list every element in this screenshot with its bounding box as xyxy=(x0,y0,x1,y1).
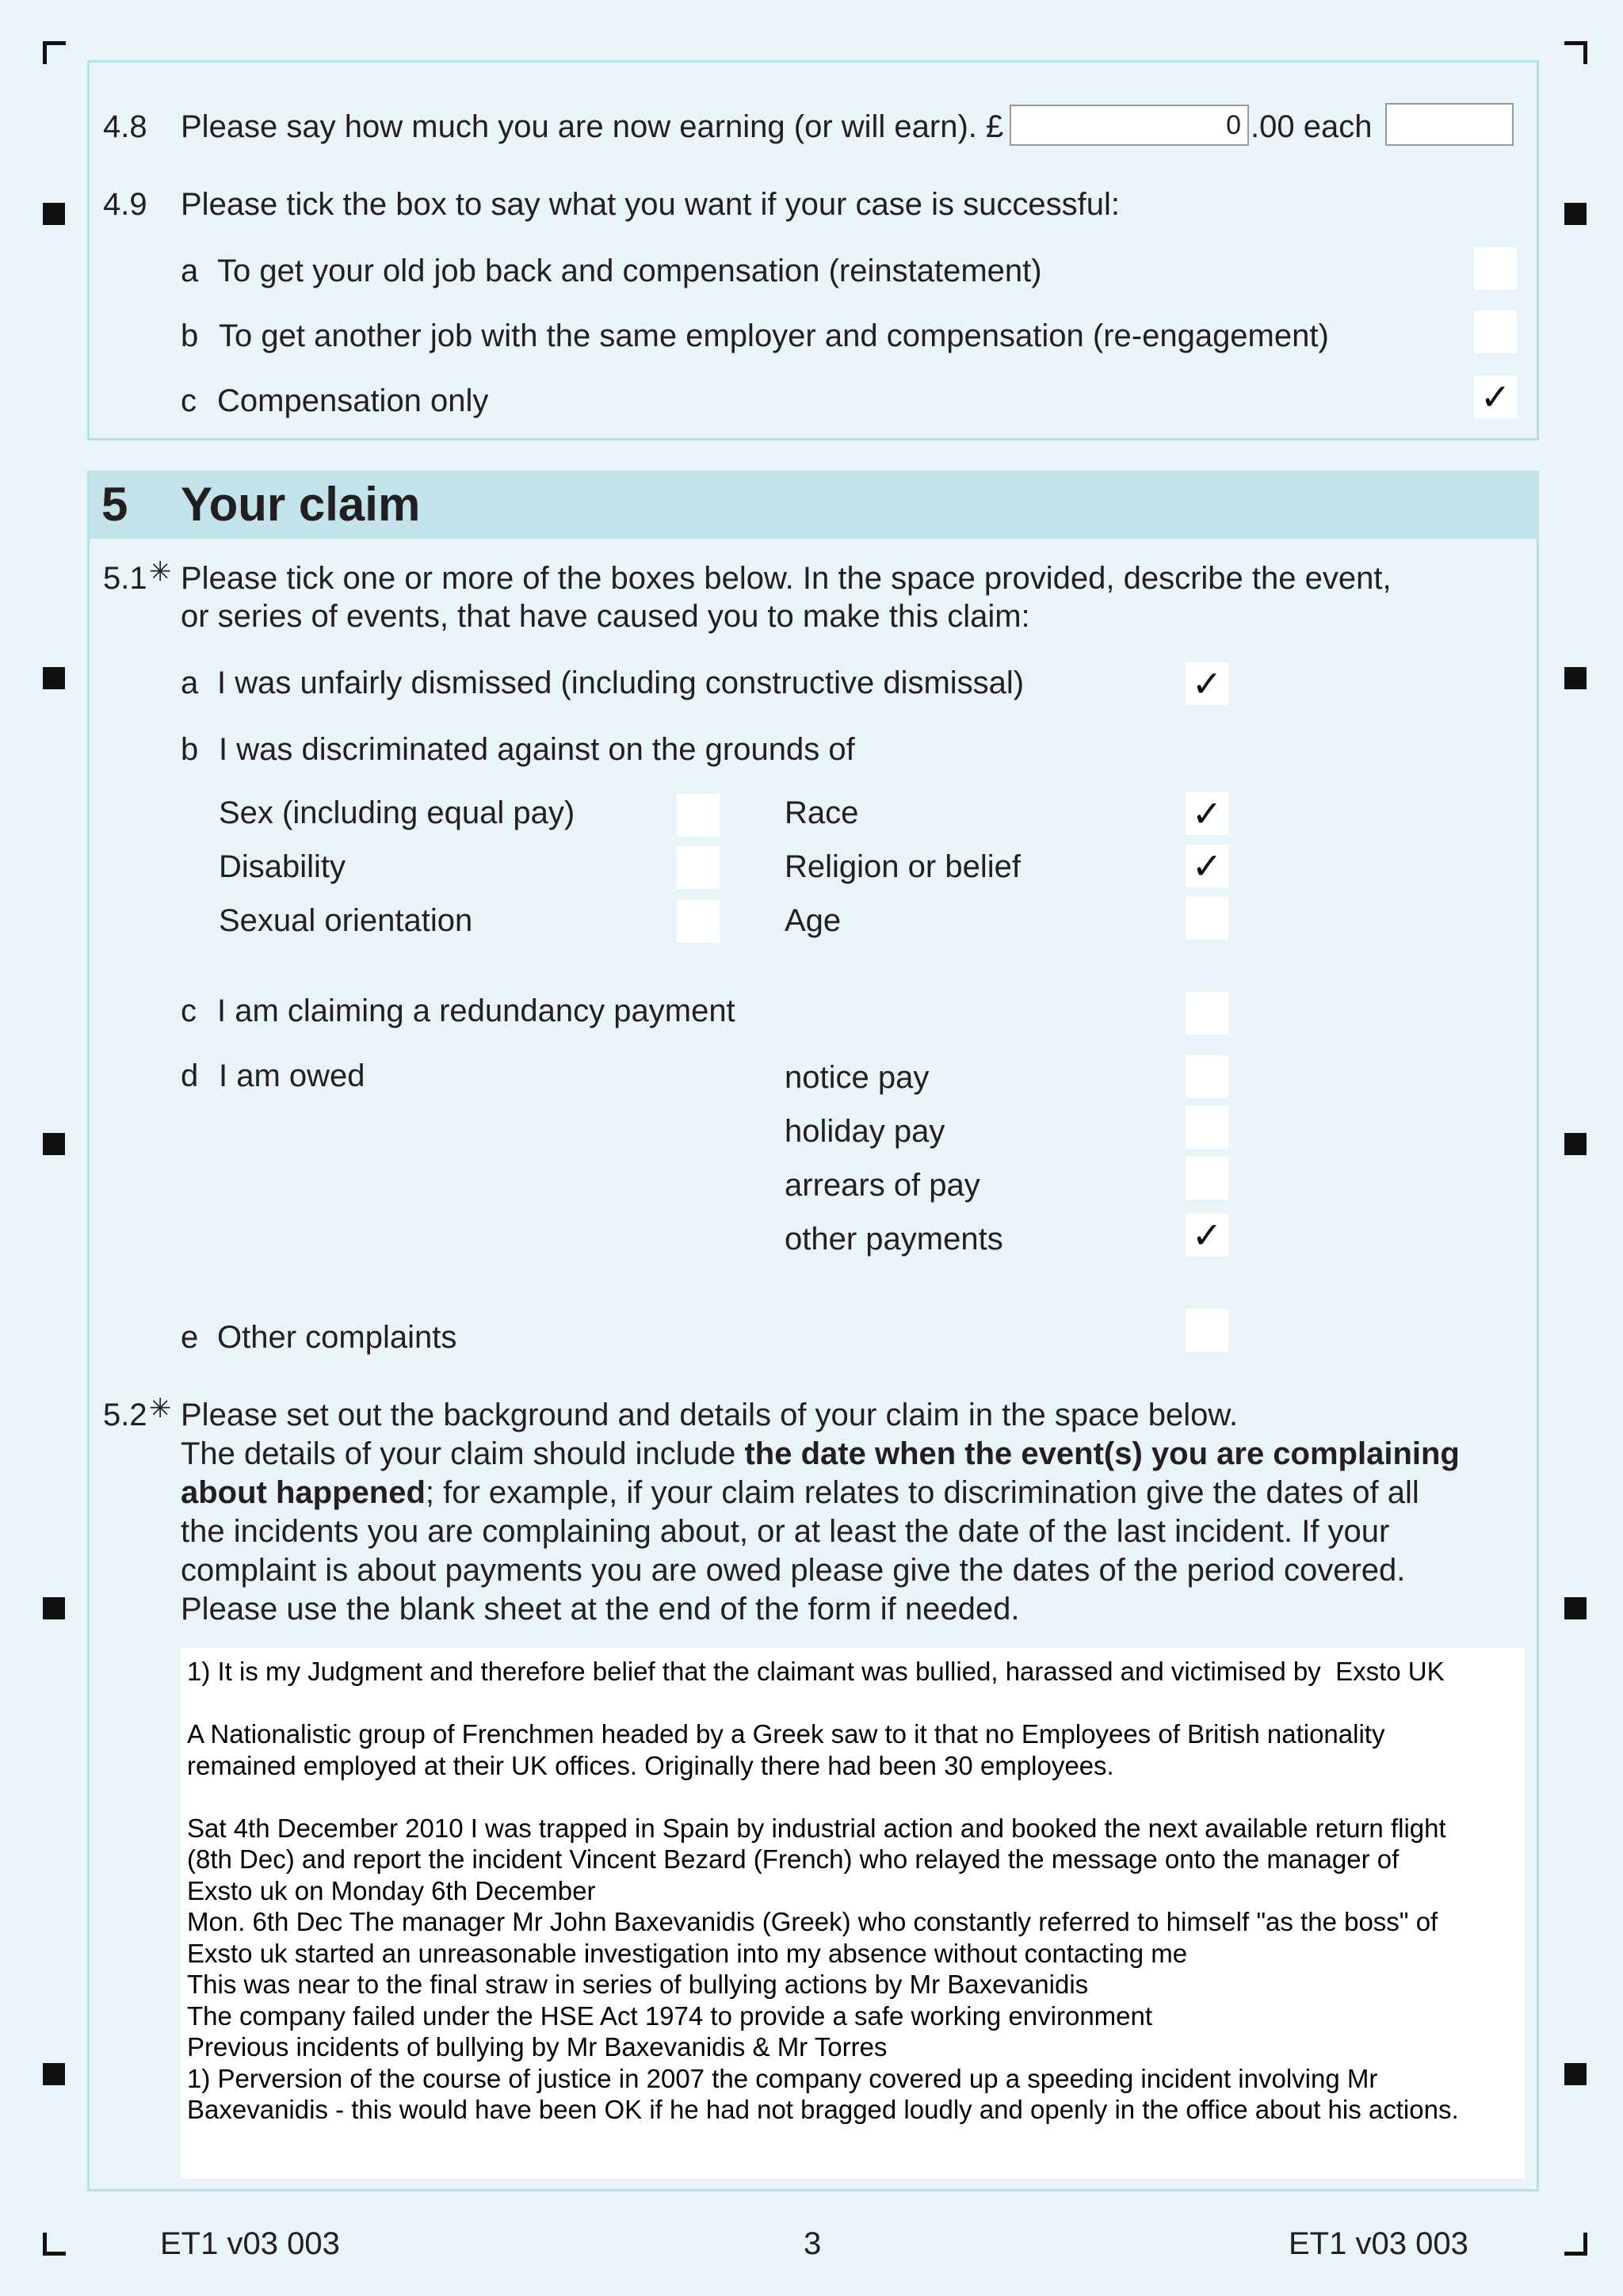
footer-form-code-right: ET1 v03 003 xyxy=(1289,2226,1468,2261)
details-line-3 xyxy=(181,1474,1544,1512)
other-complaints-label: Other complaints xyxy=(217,1320,457,1355)
ground-sex-label: Sex (including equal pay) xyxy=(219,795,575,830)
compensation-only-checkbox[interactable] xyxy=(1474,376,1517,418)
other-payments-checkbox[interactable] xyxy=(1186,1214,1228,1257)
ground-age-checkbox[interactable] xyxy=(1186,897,1228,940)
ground-sexual-orientation-checkbox[interactable] xyxy=(677,900,720,943)
notice-pay-checkbox[interactable] xyxy=(1186,1055,1228,1098)
footer-form-code-left: ET1 v03 003 xyxy=(160,2226,340,2261)
remedy-a-letter: a xyxy=(181,254,199,288)
ground-sex-checkbox[interactable] xyxy=(677,794,720,837)
remedy-b-label: To get another job with the same employer and compensation (re-engagement) xyxy=(219,318,1329,353)
earnings-amount-field[interactable] xyxy=(1010,105,1249,146)
remedy-c-label: Compensation only xyxy=(217,383,489,418)
details-line-2-start: The details of your claim should include xyxy=(181,1436,745,1471)
claim-d-letter: d xyxy=(181,1058,199,1093)
details-line-3-bold: about happened xyxy=(181,1475,426,1510)
details-instructions xyxy=(181,1396,1544,1629)
redundancy-checkbox[interactable] xyxy=(1186,992,1228,1035)
registration-mark xyxy=(43,1597,65,1619)
crop-mark-top-left xyxy=(43,41,66,64)
arrears-of-pay-checkbox[interactable] xyxy=(1186,1157,1228,1199)
earnings-amount-value: 0 xyxy=(1226,110,1241,140)
registration-mark xyxy=(43,1133,65,1155)
claim-instruction-line-1: Please tick one or more of the boxes below. In the space provided, describe the event, xyxy=(181,561,1392,596)
registration-mark xyxy=(43,203,65,225)
ground-religion-label: Religion or belief xyxy=(785,849,1021,884)
crop-mark-top-right xyxy=(1564,41,1587,64)
page-number: 3 xyxy=(804,2226,822,2261)
registration-mark xyxy=(1564,667,1587,689)
required-asterisk: ✳ xyxy=(149,1393,172,1425)
details-line-1: Please set out the background and details of your claim in the space below. xyxy=(181,1398,1239,1432)
ground-disability-checkbox[interactable] xyxy=(677,846,720,889)
details-line-4: the incidents you are complaining about, or at least the date of the last incident. If your xyxy=(181,1514,1390,1549)
claim-b-letter: b xyxy=(181,732,199,767)
owed-label: I am owed xyxy=(219,1058,365,1093)
discrimination-label: I was discriminated against on the grounds of xyxy=(219,732,855,767)
claim-details-text: 1) It is my Judgment and therefore belief that the claimant was bullied, harassed and victimised by Exsto UK A Nationalistic group of Frenchmen headed by a Greek saw to it that no Employees of British nationality remained employed at their UK offices. Originally there had been 30 employees. Sat 4th December 2010 I was trapped in Spain by industrial action and booked the next available return flight (8th Dec) and report the incident Vincent Bezard (French) who relayed the message onto the manager of Exsto uk on Monday 6th December Mon. 6th Dec The manager Mr John Baxevanidis (Greek) who constantly referred to himself "as the boss" of Exsto uk started an unreasonable investigation into my absence without contacting me This was near to the final straw in series of bullying actions by Mr Baxevanidis The company failed under the HSE Act 1974 to provide a safe working environment Previous incidents of bullying by Mr Baxevanidis & Mr Torres 1) Perversion of the course of justice in 2007 the company covered up a speeding incident involving Mr Baxevanidis - this would have been OK if he had not bragged loudly and openly in the office about his actions. xyxy=(187,1657,1459,2124)
ground-disability-label: Disability xyxy=(219,849,346,884)
crop-mark-bottom-left xyxy=(43,2233,66,2256)
re-engagement-checkbox[interactable] xyxy=(1474,311,1517,353)
crop-mark-bottom-right xyxy=(1564,2233,1587,2256)
holiday-pay-checkbox[interactable] xyxy=(1186,1106,1228,1149)
other-complaints-checkbox[interactable] xyxy=(1186,1309,1228,1352)
ground-sexual-orientation-label: Sexual orientation xyxy=(219,903,473,938)
question-number-4-8: 4.8 xyxy=(103,109,147,144)
earnings-question: Please say how much you are now earning (or will earn). £ xyxy=(181,109,1004,144)
question-number-4-9: 4.9 xyxy=(103,187,147,222)
section-number: 5 xyxy=(101,478,128,531)
required-asterisk: ✳ xyxy=(149,556,172,588)
ground-race-label: Race xyxy=(785,795,859,830)
holiday-pay-label: holiday pay xyxy=(785,1114,945,1149)
registration-mark xyxy=(43,667,65,689)
notice-pay-label: notice pay xyxy=(785,1060,930,1095)
claim-c-letter: c xyxy=(181,994,197,1028)
details-line-2 xyxy=(181,1435,1544,1474)
details-line-3-end: ; for example, if your claim relates to discrimination give the dates of all xyxy=(425,1475,1419,1510)
remedy-question: Please tick the box to say what you want if your case is successful: xyxy=(181,187,1120,222)
claim-e-letter: e xyxy=(181,1320,199,1355)
details-line-2-bold: the date when the event(s) you are complaining xyxy=(744,1436,1460,1471)
reinstatement-checkbox[interactable] xyxy=(1474,247,1517,290)
ground-age-label: Age xyxy=(785,903,842,938)
ground-religion-checkbox[interactable] xyxy=(1186,845,1228,887)
unfair-dismissal-checkbox[interactable] xyxy=(1186,662,1228,705)
earnings-period-field[interactable] xyxy=(1385,103,1514,146)
arrears-of-pay-label: arrears of pay xyxy=(785,1168,980,1203)
registration-mark xyxy=(1564,2063,1587,2085)
question-number-5-2: 5.2 xyxy=(103,1398,147,1432)
question-number-5-1: 5.1 xyxy=(103,561,147,596)
remedy-c-letter: c xyxy=(181,383,197,418)
other-payments-label: other payments xyxy=(785,1222,1003,1257)
remedy-a-label: To get your old job back and compensation (reinstatement) xyxy=(217,254,1042,288)
remedy-b-letter: b xyxy=(181,318,199,353)
section-title: Your claim xyxy=(181,478,421,531)
registration-mark xyxy=(1564,1133,1587,1155)
registration-mark xyxy=(1564,1597,1587,1619)
unfair-dismissal-label: I was unfairly dismissed (including constructive dismissal) xyxy=(217,666,1025,700)
ground-race-checkbox[interactable] xyxy=(1186,792,1228,835)
earnings-suffix: .00 each xyxy=(1251,109,1373,144)
claim-instruction-line-2: or series of events, that have caused you to make this claim: xyxy=(181,599,1030,634)
details-line-5: complaint is about payments you are owed please give the dates of the period covered. xyxy=(181,1553,1406,1588)
redundancy-label: I am claiming a redundancy payment xyxy=(217,994,735,1028)
claim-a-letter: a xyxy=(181,666,199,700)
registration-mark xyxy=(1564,203,1587,225)
registration-mark xyxy=(43,2063,65,2085)
details-line-6: Please use the blank sheet at the end of the form if needed. xyxy=(181,1592,1020,1627)
